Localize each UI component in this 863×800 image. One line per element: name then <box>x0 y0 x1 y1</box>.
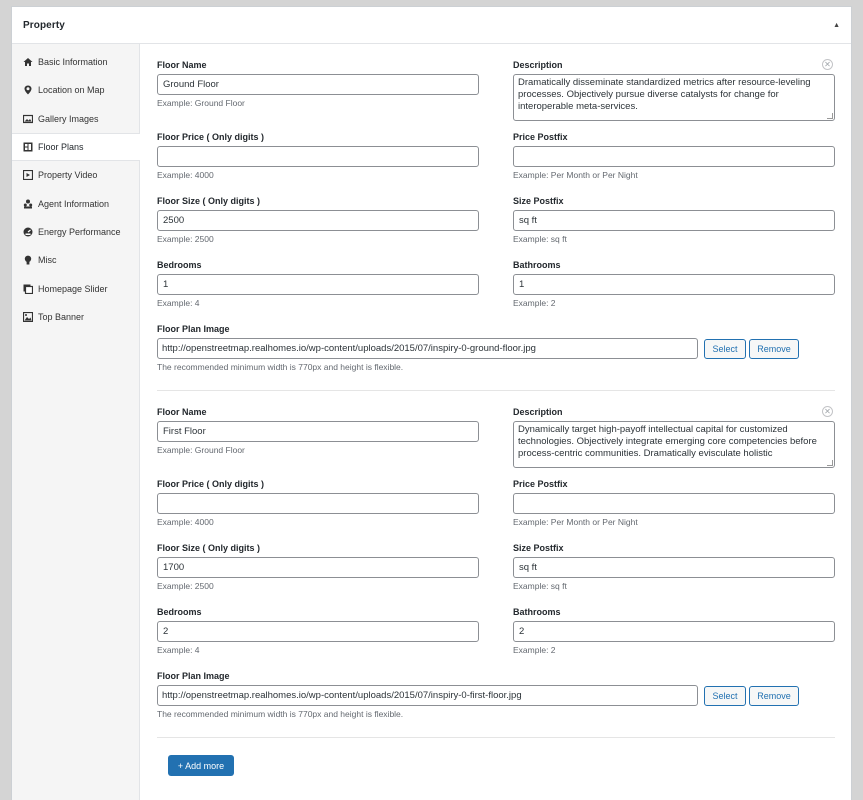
floor-plan-group <box>157 390 835 737</box>
sidebar-item-top-banner[interactable] <box>12 303 139 331</box>
description-textarea[interactable] <box>513 421 835 468</box>
add-more-row <box>157 737 835 797</box>
size-postfix-input[interactable]: sq ft <box>513 210 835 231</box>
floor-price-hint: Example: 4000 <box>157 517 214 527</box>
sidebar-item-label: Energy Performance <box>38 226 121 237</box>
floor-name-hint: Example: Ground Floor <box>157 98 245 108</box>
floor-price-input[interactable] <box>157 493 479 514</box>
property-metabox <box>11 6 852 800</box>
sidebar <box>12 44 140 800</box>
description-text: Dynamically target high-payoff intellectual capital for customized technologies. Objectively integrate emerging core competencies before process-centric communities. Dramatically evisculate holistic <box>518 424 817 460</box>
description-text: Dramatically disseminate standardized metrics after resource-leveling processes. Objectively pursue diverse catalysts for change for interoperable meta-services. <box>518 77 811 113</box>
floor-plans-panel <box>157 44 835 797</box>
floor-plan-image-input[interactable]: http://openstreetmap.realhomes.io/wp-content/uploads/2015/07/inspiry-0-first-floor.jpg <box>157 685 698 706</box>
bathrooms-input[interactable]: 1 <box>513 274 835 295</box>
sidebar-item-energy-performance[interactable] <box>12 218 139 246</box>
description-textarea[interactable] <box>513 74 835 121</box>
floor-name-input[interactable]: First Floor <box>157 421 479 442</box>
size-postfix-label: Size Postfix <box>513 543 564 553</box>
remove-button[interactable]: Remove <box>749 686 799 706</box>
floor-name-label: Floor Name <box>157 407 207 417</box>
sidebar-item-label: Floor Plans <box>38 142 84 153</box>
price-postfix-input[interactable] <box>513 493 835 514</box>
floor-size-input[interactable]: 1700 <box>157 557 479 578</box>
sidebar-item-basic-information[interactable] <box>12 48 139 76</box>
size-postfix-hint: Example: sq ft <box>513 234 567 244</box>
floor-price-label: Floor Price ( Only digits ) <box>157 479 265 489</box>
description-label: Description <box>513 407 563 417</box>
price-postfix-input[interactable] <box>513 146 835 167</box>
bathrooms-hint: Example: 2 <box>513 645 556 655</box>
bedrooms-hint: Example: 4 <box>157 645 200 655</box>
metabox-title: Property <box>23 19 65 31</box>
remove-button[interactable]: Remove <box>749 339 799 359</box>
sidebar-item-label: Location on Map <box>38 85 105 96</box>
size-postfix-label: Size Postfix <box>513 196 564 206</box>
floor-plan-image-hint: The recommended minimum width is 770px and height is flexible. <box>157 362 404 372</box>
bathrooms-input[interactable]: 2 <box>513 621 835 642</box>
video-icon <box>23 170 33 180</box>
add-more-button[interactable]: + Add more <box>168 755 234 776</box>
gallery-icon <box>23 114 33 124</box>
sidebar-item-homepage-slider[interactable] <box>12 274 139 302</box>
bedrooms-input[interactable]: 2 <box>157 621 479 642</box>
bedrooms-label: Bedrooms <box>157 607 202 617</box>
floor-size-hint: Example: 2500 <box>157 581 214 591</box>
floor-price-hint: Example: 4000 <box>157 170 214 180</box>
bathrooms-hint: Example: 2 <box>513 298 556 308</box>
sidebar-item-agent-information[interactable] <box>12 189 139 217</box>
floor-size-label: Floor Size ( Only digits ) <box>157 196 261 206</box>
price-postfix-label: Price Postfix <box>513 132 568 142</box>
sidebar-item-gallery-images[interactable] <box>12 105 139 133</box>
sidebar-item-label: Property Video <box>38 170 98 181</box>
lightbulb-icon <box>23 255 33 265</box>
price-postfix-hint: Example: Per Month or Per Night <box>513 170 638 180</box>
bedrooms-label: Bedrooms <box>157 260 202 270</box>
floor-plan-group <box>157 44 835 390</box>
metabox-header[interactable] <box>12 7 851 44</box>
floor-price-label: Floor Price ( Only digits ) <box>157 132 265 142</box>
bathrooms-label: Bathrooms <box>513 260 561 270</box>
sidebar-item-floor-plans[interactable] <box>12 133 140 161</box>
floor-size-input[interactable]: 2500 <box>157 210 479 231</box>
sidebar-item-label: Basic Information <box>38 57 108 68</box>
slider-icon <box>23 284 33 294</box>
size-postfix-hint: Example: sq ft <box>513 581 567 591</box>
floor-size-hint: Example: 2500 <box>157 234 214 244</box>
triangle-up-icon[interactable]: ▲ <box>833 21 840 29</box>
description-label: Description <box>513 60 563 70</box>
sidebar-item-label: Gallery Images <box>38 113 99 124</box>
sidebar-item-misc[interactable] <box>12 246 139 274</box>
close-icon[interactable]: ✕ <box>822 59 833 70</box>
select-button[interactable]: Select <box>704 339 746 359</box>
close-icon[interactable]: ✕ <box>822 406 833 417</box>
floor-name-hint: Example: Ground Floor <box>157 445 245 455</box>
home-icon <box>23 57 33 67</box>
floor-plan-image-label: Floor Plan Image <box>157 324 230 334</box>
banner-icon <box>23 312 33 322</box>
floor-plan-icon <box>23 142 33 152</box>
bedrooms-hint: Example: 4 <box>157 298 200 308</box>
floor-plan-image-input[interactable]: http://openstreetmap.realhomes.io/wp-content/uploads/2015/07/inspiry-0-ground-floor.jpg <box>157 338 698 359</box>
bathrooms-label: Bathrooms <box>513 607 561 617</box>
location-pin-icon <box>23 85 33 95</box>
floor-plan-image-label: Floor Plan Image <box>157 671 230 681</box>
select-button[interactable]: Select <box>704 686 746 706</box>
floor-price-input[interactable] <box>157 146 479 167</box>
bedrooms-input[interactable]: 1 <box>157 274 479 295</box>
floor-plan-image-hint: The recommended minimum width is 770px and height is flexible. <box>157 709 404 719</box>
dashboard-icon <box>23 227 33 237</box>
sidebar-item-location-on-map[interactable] <box>12 76 139 104</box>
price-postfix-hint: Example: Per Month or Per Night <box>513 517 638 527</box>
sidebar-item-label: Agent Information <box>38 198 110 209</box>
agent-icon <box>23 199 33 209</box>
size-postfix-input[interactable]: sq ft <box>513 557 835 578</box>
sidebar-item-label: Misc <box>38 255 57 266</box>
price-postfix-label: Price Postfix <box>513 479 568 489</box>
sidebar-item-label: Homepage Slider <box>38 283 108 294</box>
floor-name-input[interactable]: Ground Floor <box>157 74 479 95</box>
floor-size-label: Floor Size ( Only digits ) <box>157 543 261 553</box>
sidebar-item-label: Top Banner <box>38 311 85 322</box>
sidebar-item-property-video[interactable] <box>12 161 139 189</box>
floor-name-label: Floor Name <box>157 60 207 70</box>
